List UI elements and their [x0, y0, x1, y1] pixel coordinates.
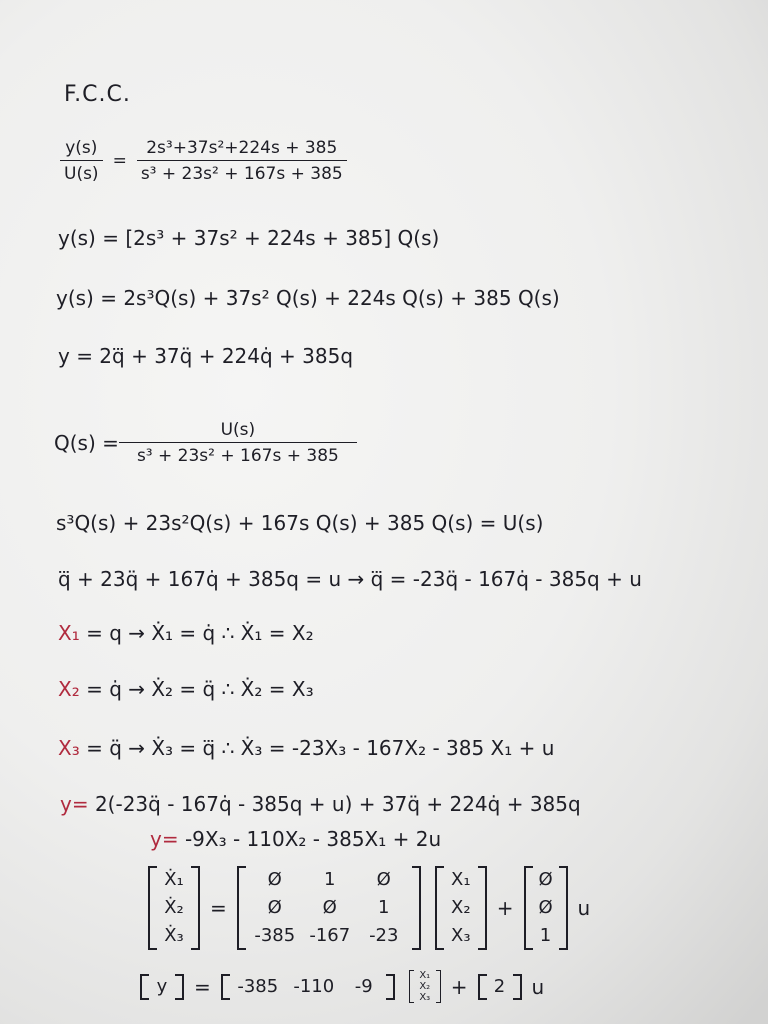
vector-cells: [444, 866, 478, 950]
plus-sign: +: [450, 974, 468, 999]
state-definition-1: [58, 621, 314, 645]
matrix-cell: -110: [293, 975, 335, 997]
plus-sign: +: [496, 896, 514, 920]
matrix-cell: 1: [378, 897, 390, 919]
input-symbol: u: [531, 974, 545, 999]
system-matrix-a: [237, 866, 421, 950]
matrix-cell: X₁: [450, 869, 471, 891]
matrix-cell: -9: [354, 975, 373, 997]
transfer-function-rhs: [137, 138, 347, 185]
matrix-cell: X₁: [419, 970, 431, 981]
bracket-right: [559, 866, 568, 950]
state-definition-3: [58, 736, 554, 760]
matrix-cell: Ẋ₁: [164, 869, 184, 891]
matrix-cell: Ẋ₂: [164, 897, 184, 919]
output-time-domain-line: y = 2q⃛ + 37q̈ + 224q̇ + 385q: [58, 344, 354, 368]
matrix-cell: -23: [369, 925, 399, 947]
matrix-cell: Ø: [322, 897, 337, 919]
matrix-cell: X₃: [419, 992, 431, 1003]
q-fraction-lhs: Q(s) =: [54, 431, 119, 456]
vector-cells: [149, 974, 175, 1000]
state-definition-2: [58, 677, 314, 701]
matrix-cell: 1: [324, 869, 336, 891]
q-fraction-rhs: [119, 420, 357, 467]
output-laplace: y(s): [65, 138, 98, 158]
transfer-function-lhs: [60, 138, 103, 185]
output-matrix-c: [221, 974, 395, 1000]
state-derivative-vector: [148, 866, 200, 950]
matrix-cell: -385: [237, 975, 279, 997]
state-variable: X₃: [58, 736, 80, 760]
bracket-left: [221, 974, 230, 1000]
output-expanded-line: y(s) = 2s³Q(s) + 37s² Q(s) + 224s Q(s) + 385 Q(s): [56, 286, 560, 310]
output-substitution-rhs: 2(-23q̈ - 167q̇ - 385q + u) + 37q̈ + 224q̇ + 385q: [88, 792, 581, 816]
matrix-cell: Ẋ₃: [164, 925, 184, 947]
matrix-cell: Ø: [376, 869, 391, 891]
page-heading: F.C.C.: [64, 82, 131, 107]
transfer-function: [60, 138, 347, 185]
transfer-function-numerator: 2s³+37s²+224s + 385: [146, 138, 338, 158]
transfer-function-denominator: s³ + 23s² + 167s + 385: [140, 164, 343, 185]
q-fraction-numerator: U(s): [220, 420, 256, 440]
state-equation-matrix: [148, 866, 600, 950]
matrix-cell: X₂: [419, 981, 431, 992]
state-vector-small: [409, 970, 441, 1003]
input-equation-line: s³Q(s) + 23s²Q(s) + 167s Q(s) + 385 Q(s) = U(s): [56, 511, 544, 535]
output-factored-line: y(s) = [2s³ + 37s² + 224s + 385] Q(s): [58, 226, 440, 250]
vector-cells: [157, 866, 191, 950]
matrix-cell: Ø: [538, 897, 553, 919]
q-fraction-denominator: s³ + 23s² + 167s + 385: [136, 446, 339, 467]
differential-equation-line: q⃛ + 23q̈ + 167q̇ + 385q = u → q⃛ = -23q̈ - 167q̇ - 385q + u: [58, 567, 642, 591]
bracket-right: [513, 974, 522, 1000]
output-equation-matrix: [140, 970, 554, 1003]
equals-sign: =: [112, 151, 127, 172]
state-relation: = q̇ → Ẋ₂ = q̈ ∴ Ẋ₂ = X₃: [79, 677, 314, 701]
matrix-cell: -385: [254, 925, 296, 947]
bracket-left: [435, 866, 444, 950]
state-variable: X₂: [58, 677, 80, 701]
output-lhs: y=: [150, 827, 179, 851]
vector-cells: [414, 970, 436, 1003]
state-relation: = q → Ẋ₁ = q̇ ∴ Ẋ₁ = X₂: [79, 621, 314, 645]
matrix-cells: [246, 866, 412, 950]
bracket-right: [436, 970, 441, 1003]
state-relation: = q̈ → Ẋ₃ = q⃛ ∴ Ẋ₃ = -23X₃ - 167X₂ - 385 X₁ + u: [79, 736, 555, 760]
bracket-right: [386, 974, 395, 1000]
output-substitution-line: [60, 792, 581, 816]
bracket-right: [412, 866, 421, 950]
matrix-cell: Ø: [267, 869, 282, 891]
matrix-cells: [230, 974, 386, 1000]
output-lhs: y=: [60, 792, 89, 816]
matrix-cell: 2: [493, 975, 506, 997]
state-variable: X₁: [58, 621, 80, 645]
equals-sign: =: [210, 896, 227, 920]
input-matrix-b: [524, 866, 568, 950]
vector-cells: [533, 866, 559, 950]
matrix-cell: y: [156, 975, 168, 997]
bracket-left: [148, 866, 157, 950]
bracket-right: [191, 866, 200, 950]
matrix-cell: X₃: [450, 925, 471, 947]
bracket-left: [237, 866, 246, 950]
matrix-cell: -167: [309, 925, 351, 947]
output-vector: [140, 974, 184, 1000]
bracket-left: [478, 974, 487, 1000]
vector-cells: [487, 974, 513, 1000]
equals-sign: =: [194, 974, 211, 999]
bracket-left: [140, 974, 149, 1000]
matrix-cell: Ø: [267, 897, 282, 919]
feedthrough-matrix-d: [478, 974, 522, 1000]
output-state-line: [150, 827, 441, 851]
input-laplace: U(s): [64, 164, 99, 185]
bracket-right: [175, 974, 184, 1000]
matrix-cell: 1: [539, 925, 552, 947]
output-state-rhs: -9X₃ - 110X₂ - 385X₁ + 2u: [178, 827, 442, 851]
state-vector: [435, 866, 487, 950]
matrix-cell: Ø: [538, 869, 553, 891]
bracket-right: [478, 866, 487, 950]
matrix-cell: X₂: [450, 897, 471, 919]
bracket-left: [524, 866, 533, 950]
q-fraction: [54, 420, 357, 467]
input-symbol: u: [577, 896, 591, 920]
